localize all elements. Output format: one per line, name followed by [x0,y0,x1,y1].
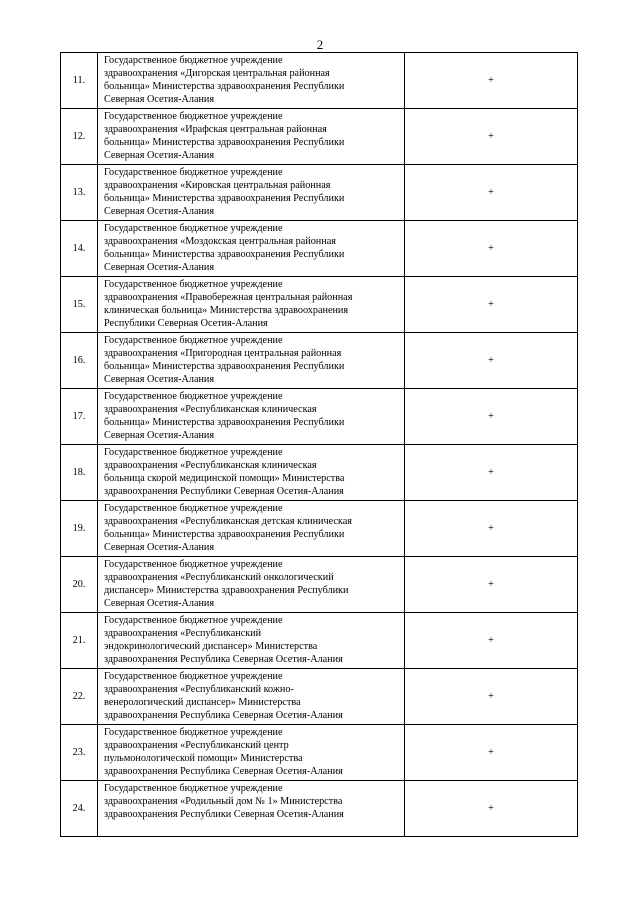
page-number: 2 [316,37,324,52]
row-number: 21. [61,613,98,669]
row-mark: + [405,109,578,165]
row-mark: + [405,445,578,501]
institution-name [98,501,405,557]
institution-name-line: Северная Осетия-Алания [104,206,215,217]
table-row [61,53,578,109]
institution-name-line: диспансер» Министерства здравоохранения Республики [104,585,349,596]
institution-name-line: здравоохранения «Ирафская центральная районная [104,124,327,135]
row-number: 19. [61,501,98,557]
institution-name [98,53,405,109]
table-row [61,445,578,501]
institution-name-line: больница» Министерства здравоохранения Республики [104,137,345,148]
institution-name-line: здравоохранения «Республиканский онкологический [104,572,334,583]
row-mark: + [405,165,578,221]
institution-name-line: Республики Северная Осетия-Алания [104,318,268,329]
institution-name-line: пульмонологической помощи» Министерства [104,753,303,764]
row-mark: + [405,333,578,389]
institution-name [98,333,405,389]
institution-name-line: больница» Министерства здравоохранения Республики [104,249,345,260]
institution-name-line: Государственное бюджетное учреждение [104,447,283,458]
row-number: 15. [61,277,98,333]
row-mark: + [405,221,578,277]
row-number: 24. [61,781,98,837]
institution-name [98,781,405,837]
row-number: 16. [61,333,98,389]
institution-name-line: Государственное бюджетное учреждение [104,55,283,66]
institution-name-line: здравоохранения «Республиканская клиническая [104,460,317,471]
table-body [61,53,578,837]
row-mark: + [405,53,578,109]
row-number: 12. [61,109,98,165]
table-row [61,109,578,165]
table-row [61,389,578,445]
row-mark: + [405,781,578,837]
institution-name-line: Северная Осетия-Алания [104,374,215,385]
institution-name [98,221,405,277]
row-number: 18. [61,445,98,501]
institution-name-line: Государственное бюджетное учреждение [104,503,283,514]
row-mark: + [405,557,578,613]
row-mark: + [405,389,578,445]
table-row [61,333,578,389]
row-number: 22. [61,669,98,725]
institution-name [98,725,405,781]
institution-name-line: Государственное бюджетное учреждение [104,167,283,178]
institution-name-line: Государственное бюджетное учреждение [104,671,283,682]
institution-name-line: здравоохранения «Республиканский кожно- [104,684,294,695]
table-row [61,781,578,837]
institution-name-line: здравоохранения «Кировская центральная районная [104,180,331,191]
institution-name-line: Государственное бюджетное учреждение [104,615,283,626]
institution-name-line: Государственное бюджетное учреждение [104,335,283,346]
institution-name-line: клиническая больница» Министерства здравоохранения [104,305,349,316]
institution-name-line: Государственное бюджетное учреждение [104,391,283,402]
row-number: 17. [61,389,98,445]
institution-name-line: больница» Министерства здравоохранения Республики [104,193,345,204]
table-row [61,613,578,669]
institution-name [98,613,405,669]
row-mark: + [405,725,578,781]
institution-name-line: здравоохранения Республики Северная Осетия-Алания [104,486,344,497]
institution-name-line: здравоохранения «Родильный дом № 1» Министерства [104,796,343,807]
table-row [61,277,578,333]
institution-name-line: Северная Осетия-Алания [104,94,215,105]
institution-name-line: больница» Министерства здравоохранения Республики [104,529,345,540]
institution-name [98,669,405,725]
institution-name-line: Государственное бюджетное учреждение [104,111,283,122]
row-mark: + [405,613,578,669]
institution-name-line: здравоохранения «Пригородная центральная районная [104,348,342,359]
institution-name-line: больница» Министерства здравоохранения Республики [104,361,345,372]
institution-name-line: здравоохранения «Республиканский центр [104,740,289,751]
row-mark: + [405,277,578,333]
institution-name [98,389,405,445]
row-number: 23. [61,725,98,781]
institution-name-line: Северная Осетия-Алания [104,262,215,273]
institution-name-line: здравоохранения «Правобережная центральная районная [104,292,353,303]
institution-name-line: больница скорой медицинской помощи» Министерства [104,473,345,484]
institution-name-line: здравоохранения Республика Северная Осетия-Алания [104,710,343,721]
table-row [61,669,578,725]
institution-name-line: здравоохранения «Дигорская центральная районная [104,68,330,79]
institution-name-line: Государственное бюджетное учреждение [104,279,283,290]
institution-name-line: Северная Осетия-Алания [104,150,215,161]
institution-name-line: венерологический диспансер» Министерства [104,697,301,708]
row-number: 11. [61,53,98,109]
institution-name-line: Государственное бюджетное учреждение [104,559,283,570]
table-row [61,221,578,277]
institution-name-line: Государственное бюджетное учреждение [104,727,283,738]
table-row [61,501,578,557]
institution-name [98,557,405,613]
institution-name-line: Северная Осетия-Алания [104,598,215,609]
institution-name-line: Государственное бюджетное учреждение [104,783,283,794]
row-number: 14. [61,221,98,277]
institution-name-line: Северная Осетия-Алания [104,542,215,553]
institution-name-line: здравоохранения Республика Северная Осетия-Алания [104,766,343,777]
institution-name [98,109,405,165]
institution-name-line: Государственное бюджетное учреждение [104,223,283,234]
institution-name [98,165,405,221]
institution-name-line: здравоохранения «Республиканский [104,628,262,639]
row-mark: + [405,501,578,557]
row-number: 13. [61,165,98,221]
institution-name [98,445,405,501]
institution-name-line: здравоохранения «Республиканская детская клиническая [104,516,352,527]
institution-name-line: здравоохранения «Моздокская центральная районная [104,236,336,247]
institution-name-line: Северная Осетия-Алания [104,430,215,441]
institution-name-line: здравоохранения «Республиканская клиническая [104,404,317,415]
institution-name-line: больница» Министерства здравоохранения Республики [104,417,345,428]
institution-name-line: эндокринологический диспансер» Министерства [104,641,318,652]
table-row [61,725,578,781]
table-row [61,557,578,613]
row-mark: + [405,669,578,725]
institution-name-line: больница» Министерства здравоохранения Республики [104,81,345,92]
institution-name-line: здравоохранения Республика Северная Осетия-Алания [104,654,343,665]
institutions-table [60,52,578,837]
institution-name [98,277,405,333]
table-row [61,165,578,221]
institution-name-line: здравоохранения Республики Северная Осетия-Алания [104,809,344,820]
row-number: 20. [61,557,98,613]
